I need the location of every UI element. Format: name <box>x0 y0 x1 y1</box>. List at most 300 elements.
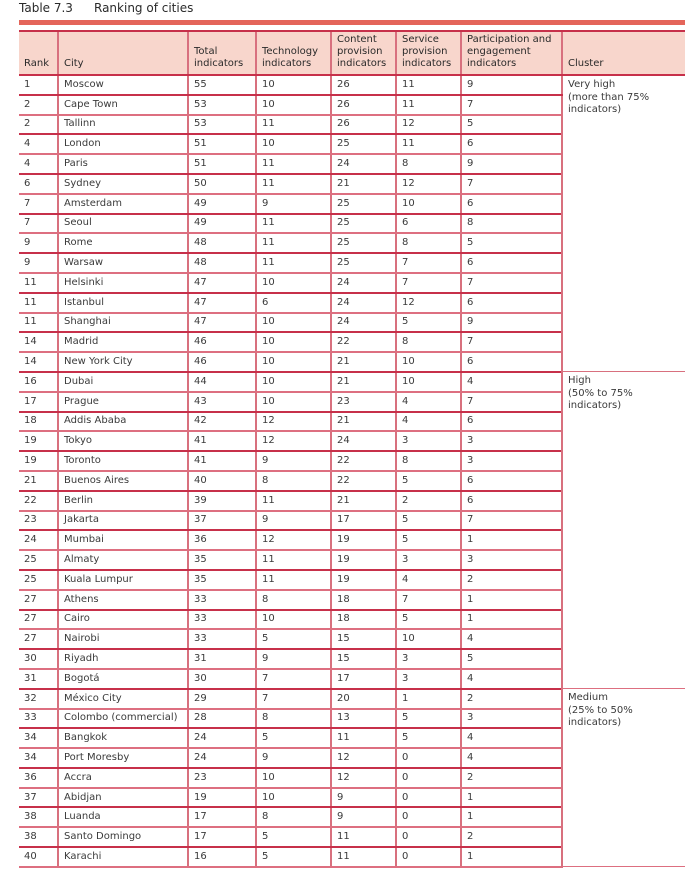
cell-content: 24 <box>331 313 396 333</box>
cell-service: 4 <box>396 392 461 412</box>
cell-city: Madrid <box>58 332 188 352</box>
cell-participation: 4 <box>461 748 562 768</box>
cell-technology: 10 <box>256 392 331 412</box>
cell-service: 0 <box>396 807 461 827</box>
cell-city: Karachi <box>58 847 188 867</box>
cell-participation: 6 <box>461 352 562 372</box>
cell-service: 1 <box>396 689 461 709</box>
cell-service: 10 <box>396 194 461 214</box>
cell-content: 25 <box>331 214 396 234</box>
cell-city: Santo Domingo <box>58 827 188 847</box>
cell-service: 8 <box>396 233 461 253</box>
cell-total: 40 <box>188 471 256 491</box>
cell-service: 5 <box>396 313 461 333</box>
cell-content: 9 <box>331 788 396 808</box>
cell-technology: 10 <box>256 610 331 630</box>
cell-city: Jakarta <box>58 511 188 531</box>
table-caption <box>19 1 193 15</box>
cell-city: Abidjan <box>58 788 188 808</box>
cell-service: 10 <box>396 352 461 372</box>
cell-participation: 2 <box>461 827 562 847</box>
col-header-content: Content provision indicators <box>331 31 396 75</box>
cell-rank: 24 <box>19 530 58 550</box>
cell-service: 4 <box>396 570 461 590</box>
cell-participation: 4 <box>461 629 562 649</box>
cell-participation: 8 <box>461 214 562 234</box>
cell-participation: 6 <box>461 293 562 313</box>
cell-content: 22 <box>331 332 396 352</box>
cell-rank: 27 <box>19 610 58 630</box>
cell-total: 44 <box>188 372 256 392</box>
cell-service: 6 <box>396 214 461 234</box>
cell-technology: 7 <box>256 689 331 709</box>
cell-total: 16 <box>188 847 256 867</box>
cell-service: 7 <box>396 273 461 293</box>
cluster-label: Very high <box>568 79 616 90</box>
cell-technology: 8 <box>256 807 331 827</box>
cell-technology: 5 <box>256 827 331 847</box>
cluster-cell <box>562 689 685 867</box>
cell-total: 35 <box>188 570 256 590</box>
cell-participation: 2 <box>461 689 562 709</box>
cell-service: 7 <box>396 590 461 610</box>
cell-city: Seoul <box>58 214 188 234</box>
cell-service: 0 <box>396 768 461 788</box>
cell-content: 21 <box>331 372 396 392</box>
cell-rank: 14 <box>19 352 58 372</box>
cell-city: Amsterdam <box>58 194 188 214</box>
cell-rank: 32 <box>19 689 58 709</box>
cell-rank: 4 <box>19 154 58 174</box>
cell-technology: 11 <box>256 491 331 511</box>
cell-participation: 1 <box>461 590 562 610</box>
cell-city: Athens <box>58 590 188 610</box>
cell-rank: 33 <box>19 709 58 729</box>
cell-rank: 9 <box>19 233 58 253</box>
cell-service: 0 <box>396 748 461 768</box>
cell-content: 23 <box>331 392 396 412</box>
cell-service: 12 <box>396 174 461 194</box>
cell-rank: 34 <box>19 748 58 768</box>
cell-technology: 12 <box>256 431 331 451</box>
cell-participation: 3 <box>461 451 562 471</box>
cell-total: 17 <box>188 827 256 847</box>
cell-total: 41 <box>188 451 256 471</box>
cell-total: 29 <box>188 689 256 709</box>
col-header-cluster: Cluster <box>562 31 685 75</box>
cell-content: 25 <box>331 134 396 154</box>
cell-total: 24 <box>188 728 256 748</box>
cell-service: 5 <box>396 530 461 550</box>
cell-city: Accra <box>58 768 188 788</box>
cell-city: Luanda <box>58 807 188 827</box>
cell-participation: 2 <box>461 570 562 590</box>
cell-content: 19 <box>331 570 396 590</box>
cell-technology: 11 <box>256 550 331 570</box>
cell-service: 8 <box>396 451 461 471</box>
header-row <box>19 31 685 75</box>
cell-total: 48 <box>188 253 256 273</box>
cell-technology: 5 <box>256 728 331 748</box>
cell-service: 5 <box>396 471 461 491</box>
cell-total: 23 <box>188 768 256 788</box>
cell-participation: 1 <box>461 847 562 867</box>
cell-total: 47 <box>188 313 256 333</box>
cell-rank: 25 <box>19 570 58 590</box>
cluster-cell <box>562 75 685 372</box>
cell-content: 19 <box>331 550 396 570</box>
cell-content: 24 <box>331 273 396 293</box>
cell-technology: 9 <box>256 451 331 471</box>
cell-participation: 3 <box>461 550 562 570</box>
cell-participation: 6 <box>461 491 562 511</box>
cell-city: Sydney <box>58 174 188 194</box>
cluster-note: (25% to 50% indicators) <box>568 704 633 729</box>
cell-technology: 8 <box>256 709 331 729</box>
cell-total: 53 <box>188 115 256 135</box>
table-number: Table 7.3 <box>19 1 73 15</box>
cell-rank: 40 <box>19 847 58 867</box>
cell-content: 12 <box>331 768 396 788</box>
cell-technology: 10 <box>256 75 331 95</box>
cell-total: 46 <box>188 352 256 372</box>
cell-content: 20 <box>331 689 396 709</box>
cell-service: 8 <box>396 332 461 352</box>
cell-city: Prague <box>58 392 188 412</box>
cell-technology: 8 <box>256 471 331 491</box>
col-header-technology: Technology indicators <box>256 31 331 75</box>
cluster-label: High <box>568 375 591 387</box>
cell-service: 4 <box>396 412 461 432</box>
cell-participation: 2 <box>461 768 562 788</box>
cell-content: 25 <box>331 253 396 273</box>
cell-content: 21 <box>331 352 396 372</box>
cell-total: 47 <box>188 273 256 293</box>
cell-city: Port Moresby <box>58 748 188 768</box>
cell-city: Paris <box>58 154 188 174</box>
cell-rank: 16 <box>19 372 58 392</box>
cell-city: Kuala Lumpur <box>58 570 188 590</box>
cell-rank: 38 <box>19 827 58 847</box>
cell-city: Istanbul <box>58 293 188 313</box>
cell-service: 5 <box>396 709 461 729</box>
cell-service: 3 <box>396 669 461 689</box>
cell-content: 11 <box>331 728 396 748</box>
cell-rank: 19 <box>19 431 58 451</box>
cell-content: 22 <box>331 451 396 471</box>
cell-content: 15 <box>331 649 396 669</box>
cell-content: 12 <box>331 748 396 768</box>
cell-content: 15 <box>331 629 396 649</box>
cell-city: Colombo (commercial) <box>58 709 188 729</box>
cell-rank: 11 <box>19 293 58 313</box>
cell-total: 49 <box>188 214 256 234</box>
cell-service: 3 <box>396 550 461 570</box>
cell-technology: 5 <box>256 629 331 649</box>
cell-rank: 18 <box>19 412 58 432</box>
cell-total: 19 <box>188 788 256 808</box>
cell-technology: 11 <box>256 115 331 135</box>
cell-service: 7 <box>396 253 461 273</box>
cell-total: 39 <box>188 491 256 511</box>
cell-participation: 7 <box>461 273 562 293</box>
col-header-city: City <box>58 31 188 75</box>
cell-city: Almaty <box>58 550 188 570</box>
cell-total: 55 <box>188 75 256 95</box>
table-top-rule <box>19 20 685 25</box>
cell-rank: 27 <box>19 629 58 649</box>
cell-participation: 5 <box>461 115 562 135</box>
cell-city: Shanghai <box>58 313 188 333</box>
cell-total: 53 <box>188 95 256 115</box>
cell-rank: 34 <box>19 728 58 748</box>
cell-service: 11 <box>396 95 461 115</box>
cell-participation: 4 <box>461 728 562 748</box>
cell-service: 10 <box>396 372 461 392</box>
cell-technology: 11 <box>256 214 331 234</box>
cell-technology: 11 <box>256 233 331 253</box>
cell-service: 11 <box>396 134 461 154</box>
cell-technology: 9 <box>256 194 331 214</box>
cell-rank: 37 <box>19 788 58 808</box>
cell-rank: 7 <box>19 214 58 234</box>
cell-participation: 6 <box>461 194 562 214</box>
cell-city: Riyadh <box>58 649 188 669</box>
cell-total: 24 <box>188 748 256 768</box>
cell-service: 3 <box>396 649 461 669</box>
cell-participation: 9 <box>461 154 562 174</box>
col-header-service: Service provision indicators <box>396 31 461 75</box>
cell-technology: 10 <box>256 332 331 352</box>
cell-content: 13 <box>331 709 396 729</box>
cell-city: Tokyo <box>58 431 188 451</box>
cell-content: 11 <box>331 827 396 847</box>
cell-service: 12 <box>396 115 461 135</box>
cell-city: Nairobi <box>58 629 188 649</box>
cell-total: 49 <box>188 194 256 214</box>
cell-service: 8 <box>396 154 461 174</box>
cell-total: 33 <box>188 610 256 630</box>
cell-content: 18 <box>331 590 396 610</box>
cell-city: Warsaw <box>58 253 188 273</box>
cell-content: 24 <box>331 431 396 451</box>
cell-city: Cape Town <box>58 95 188 115</box>
cell-technology: 7 <box>256 669 331 689</box>
cell-rank: 31 <box>19 669 58 689</box>
cell-rank: 19 <box>19 451 58 471</box>
cell-participation: 6 <box>461 471 562 491</box>
cell-technology: 10 <box>256 313 331 333</box>
cell-content: 21 <box>331 174 396 194</box>
cell-city: Bogotá <box>58 669 188 689</box>
cell-rank: 6 <box>19 174 58 194</box>
cell-technology: 5 <box>256 847 331 867</box>
cell-rank: 11 <box>19 273 58 293</box>
cell-city: Tallinn <box>58 115 188 135</box>
cell-total: 51 <box>188 134 256 154</box>
cell-city: London <box>58 134 188 154</box>
cell-content: 9 <box>331 807 396 827</box>
cell-city: New York City <box>58 352 188 372</box>
ranking-table <box>19 30 685 868</box>
cell-city: Toronto <box>58 451 188 471</box>
cell-rank: 4 <box>19 134 58 154</box>
cell-total: 47 <box>188 293 256 313</box>
cell-technology: 9 <box>256 511 331 531</box>
cell-participation: 7 <box>461 174 562 194</box>
cell-technology: 9 <box>256 649 331 669</box>
cell-technology: 9 <box>256 748 331 768</box>
cell-city: Rome <box>58 233 188 253</box>
cell-technology: 10 <box>256 768 331 788</box>
cell-city: Buenos Aires <box>58 471 188 491</box>
cell-city: México City <box>58 689 188 709</box>
cell-service: 5 <box>396 511 461 531</box>
cell-participation: 9 <box>461 75 562 95</box>
cell-total: 30 <box>188 669 256 689</box>
cell-city: Mumbai <box>58 530 188 550</box>
cell-content: 26 <box>331 75 396 95</box>
col-header-participation: Participation and engagement indicators <box>461 31 562 75</box>
cell-rank: 14 <box>19 332 58 352</box>
cell-service: 5 <box>396 610 461 630</box>
cell-total: 28 <box>188 709 256 729</box>
cell-technology: 10 <box>256 788 331 808</box>
cell-technology: 10 <box>256 372 331 392</box>
cell-content: 24 <box>331 293 396 313</box>
cell-service: 5 <box>396 728 461 748</box>
cell-rank: 25 <box>19 550 58 570</box>
cell-technology: 11 <box>256 253 331 273</box>
cell-participation: 4 <box>461 372 562 392</box>
cell-total: 43 <box>188 392 256 412</box>
cell-rank: 38 <box>19 807 58 827</box>
cell-participation: 6 <box>461 253 562 273</box>
cell-participation: 1 <box>461 610 562 630</box>
cell-rank: 30 <box>19 649 58 669</box>
cell-rank: 11 <box>19 313 58 333</box>
cell-service: 10 <box>396 629 461 649</box>
cell-participation: 7 <box>461 95 562 115</box>
cell-city: Bangkok <box>58 728 188 748</box>
cell-service: 0 <box>396 847 461 867</box>
cluster-cell <box>562 372 685 689</box>
cell-technology: 12 <box>256 530 331 550</box>
cell-city: Moscow <box>58 75 188 95</box>
cell-content: 18 <box>331 610 396 630</box>
cell-city: Helsinki <box>58 273 188 293</box>
cell-rank: 22 <box>19 491 58 511</box>
cell-content: 19 <box>331 530 396 550</box>
cell-total: 37 <box>188 511 256 531</box>
cell-participation: 7 <box>461 392 562 412</box>
cluster-label: Medium <box>568 692 608 704</box>
cell-service: 0 <box>396 827 461 847</box>
cell-participation: 3 <box>461 709 562 729</box>
cell-total: 17 <box>188 807 256 827</box>
cell-technology: 11 <box>256 154 331 174</box>
cell-total: 33 <box>188 590 256 610</box>
cell-total: 51 <box>188 154 256 174</box>
cell-total: 41 <box>188 431 256 451</box>
cell-city: Cairo <box>58 610 188 630</box>
cell-service: 11 <box>396 75 461 95</box>
cell-service: 0 <box>396 788 461 808</box>
cell-technology: 10 <box>256 134 331 154</box>
cell-participation: 1 <box>461 807 562 827</box>
cell-city: Addis Ababa <box>58 412 188 432</box>
cell-participation: 1 <box>461 788 562 808</box>
cell-rank: 2 <box>19 95 58 115</box>
cell-service: 3 <box>396 431 461 451</box>
cell-rank: 7 <box>19 194 58 214</box>
cell-city: Dubai <box>58 372 188 392</box>
cluster-note: (50% to 75% indicators) <box>568 387 633 412</box>
cell-content: 21 <box>331 491 396 511</box>
cell-technology: 10 <box>256 273 331 293</box>
cell-rank: 36 <box>19 768 58 788</box>
cell-content: 26 <box>331 95 396 115</box>
cell-participation: 5 <box>461 649 562 669</box>
cell-total: 50 <box>188 174 256 194</box>
cell-participation: 9 <box>461 313 562 333</box>
table-title: Ranking of cities <box>94 1 194 15</box>
cell-content: 17 <box>331 511 396 531</box>
table-row <box>19 372 685 392</box>
cell-technology: 10 <box>256 352 331 372</box>
cell-participation: 7 <box>461 332 562 352</box>
cell-rank: 1 <box>19 75 58 95</box>
cell-rank: 9 <box>19 253 58 273</box>
cell-content: 22 <box>331 471 396 491</box>
cell-participation: 6 <box>461 412 562 432</box>
cell-rank: 2 <box>19 115 58 135</box>
cell-total: 33 <box>188 629 256 649</box>
cell-content: 26 <box>331 115 396 135</box>
cell-content: 17 <box>331 669 396 689</box>
cell-service: 2 <box>396 491 461 511</box>
cell-rank: 21 <box>19 471 58 491</box>
cell-technology: 6 <box>256 293 331 313</box>
cell-technology: 11 <box>256 570 331 590</box>
cluster-note: (more than 75% indicators) <box>568 91 650 115</box>
cell-content: 25 <box>331 194 396 214</box>
cell-total: 46 <box>188 332 256 352</box>
cell-technology: 12 <box>256 412 331 432</box>
cell-content: 25 <box>331 233 396 253</box>
table-row <box>19 689 685 709</box>
cell-rank: 17 <box>19 392 58 412</box>
cell-rank: 23 <box>19 511 58 531</box>
cell-participation: 4 <box>461 669 562 689</box>
cell-total: 42 <box>188 412 256 432</box>
cell-participation: 1 <box>461 530 562 550</box>
cell-technology: 10 <box>256 95 331 115</box>
cell-total: 48 <box>188 233 256 253</box>
col-header-total: Total indicators <box>188 31 256 75</box>
table-body <box>19 75 685 867</box>
cell-content: 11 <box>331 847 396 867</box>
cell-technology: 11 <box>256 174 331 194</box>
cell-participation: 3 <box>461 431 562 451</box>
cell-rank: 27 <box>19 590 58 610</box>
cell-technology: 8 <box>256 590 331 610</box>
cell-total: 31 <box>188 649 256 669</box>
cell-city: Berlin <box>58 491 188 511</box>
table-row <box>19 75 685 95</box>
col-header-rank: Rank <box>19 31 58 75</box>
cell-total: 35 <box>188 550 256 570</box>
